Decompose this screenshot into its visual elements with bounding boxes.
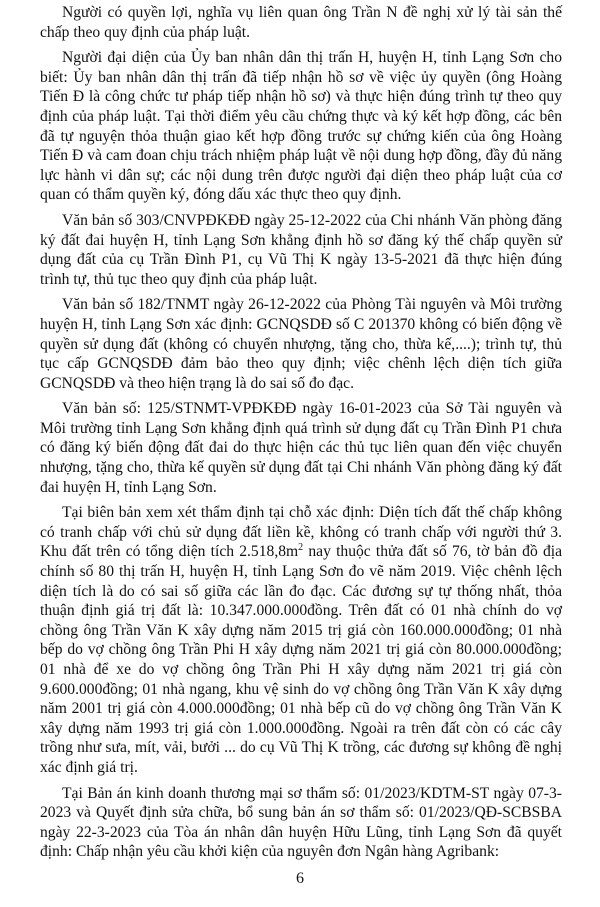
paragraph-document-303: Văn bản số 303/CNVPĐKĐĐ ngày 25-12-2022 của Chi nhánh Văn phòng đăng ký đất đai huyện H, tỉnh Lạng Sơn khẳng định hồ sơ đăng ký thế chấp quyền sử dụng đất của cụ Trần Đình P1, cụ Vũ Thị K ngày 13-5-2021 đã thực hiện đúng trình tự, thủ tục theo quy định của pháp luật. xyxy=(40,211,562,288)
paragraph-town-committee-statement: Người đại diện của Ủy ban nhân dân thị trấn H, huyện H, tỉnh Lạng Sơn cho biết: Ủy ban nhân dân thị trấn đã tiếp nhận hồ sơ về việc ủy quyền (ông Hoàng Tiến Đ là công chức tư pháp tiếp nhận hồ sơ) và thực hiện đúng trình tự theo quy định của pháp luật. Tại thời điểm yêu cầu chứng thực và ký kết hợp đồng, các bên đã tự nguyện thỏa thuận giao kết hợp đồng trước sự chứng kiến của ông Hoàng Tiến Đ và cam đoan chịu trách nhiệm pháp luật về nội dung hợp đồng, đầy đủ năng lực hành vi dân sự; các nội dung trên được người đại diện theo pháp luật của cơ quan có thẩm quyền ký, đóng dấu xác thực theo quy định. xyxy=(40,49,562,204)
area-unit-superscript: 2 xyxy=(298,542,304,554)
document-body xyxy=(40,3,562,868)
page-number: 6 xyxy=(296,870,304,887)
paragraph-site-appraisal xyxy=(40,503,562,777)
paragraph-first-instance-judgment: Tại Bản án kinh doanh thương mại sơ thẩm số: 01/2023/KDTM-ST ngày 07-3-2023 và Quyết định sửa chữa, bổ sung bản án sơ thẩm số: 01/2023/QĐ-SCBSBA ngày 22-3-2023 của Tòa án nhân dân huyện Hữu Lũng, tỉnh Lạng Sơn đã quyết định: Chấp nhận yêu cầu khởi kiện của nguyên đơn Ngân hàng Agribank: xyxy=(40,784,562,861)
site-appraisal-text-start: Tại biên bản xem xét thẩm định tại chỗ xác định: Diện tích đất thế chấp không có tranh chấp với chủ sử dụng đất liền kề, không có tranh chấp với người thứ 3. Khu đất trên có tổng diện tích 2.518,8m xyxy=(40,504,562,561)
site-appraisal-text-end: nay thuộc thửa đất số 76, tờ bản đồ địa chính số 80 thị trấn H, huyện H, tỉnh Lạng Sơn đo vẽ năm 2019. Việc chênh lệch diện tích là do có sai số giữa các lần đo đạc. Các đương sự tự thống nhất, thỏa thuận định giá trị đất là: 10.347.000.000đồng. Trên đất có 01 nhà chính do vợ chồng ông Trần Văn K xây dựng năm 2015 trị giá còn 160.000.000đồng; 01 nhà bếp do vợ chồng ông Trần Phi H xây dựng năm 2021 trị giá còn 80.000.000đồng; 01 nhà để xe do vợ chồng ông Trần Phi H xây dựng năm 2021 trị giá còn 9.600.000đồng; 01 nhà ngang, khu vệ sinh do vợ chồng ông Trần Văn K xây dựng năm 2001 trị giá còn 4.000.000đồng; 01 nhà bếp cũ do vợ chồng ông Trần Văn K xây dựng năm 1993 trị giá còn 1.000.000đồng. Ngoài ra trên đất còn có các cây trồng như sưa, mít, vải, bưởi ... do cụ Vũ Thị K trồng, các đương sự không đề nghị xác định giá trị. xyxy=(40,543,562,776)
paragraph-document-125: Văn bản số: 125/STNMT-VPĐKĐĐ ngày 16-01-2023 của Sở Tài nguyên và Môi trường tỉnh Lạng Sơn khẳng định quá trình sử dụng đất cụ Trần Đình P1 chưa có đăng ký biến động đất đai do thực hiện các thủ tục liên quan đến việc chuyển nhượng, tặng cho, thừa kế quyền sử dụng đất tại Chi nhánh Văn phòng đăng ký đất đai huyện H, tỉnh Lạng Sơn. xyxy=(40,400,562,496)
paragraph-document-182: Văn bản số 182/TNMT ngày 26-12-2022 của Phòng Tài nguyên và Môi trường huyện H, tỉnh Lạng Sơn xác định: GCNQSDĐ số C 201370 không có biến động về quyền sử dụng đất (không có chuyển nhượng, tặng cho, thừa kế,....); trình tự, thủ tục cấp GCNQSDĐ đảm bảo theo quy định; việc chênh lệch diện tích giữa GCNQSDĐ và theo hiện trạng là do sai số đo đạc. xyxy=(40,296,562,392)
paragraph-related-party-request: Người có quyền lợi, nghĩa vụ liên quan ông Trần N đề nghị xử lý tài sản thế chấp theo quy định của pháp luật. xyxy=(40,4,562,41)
